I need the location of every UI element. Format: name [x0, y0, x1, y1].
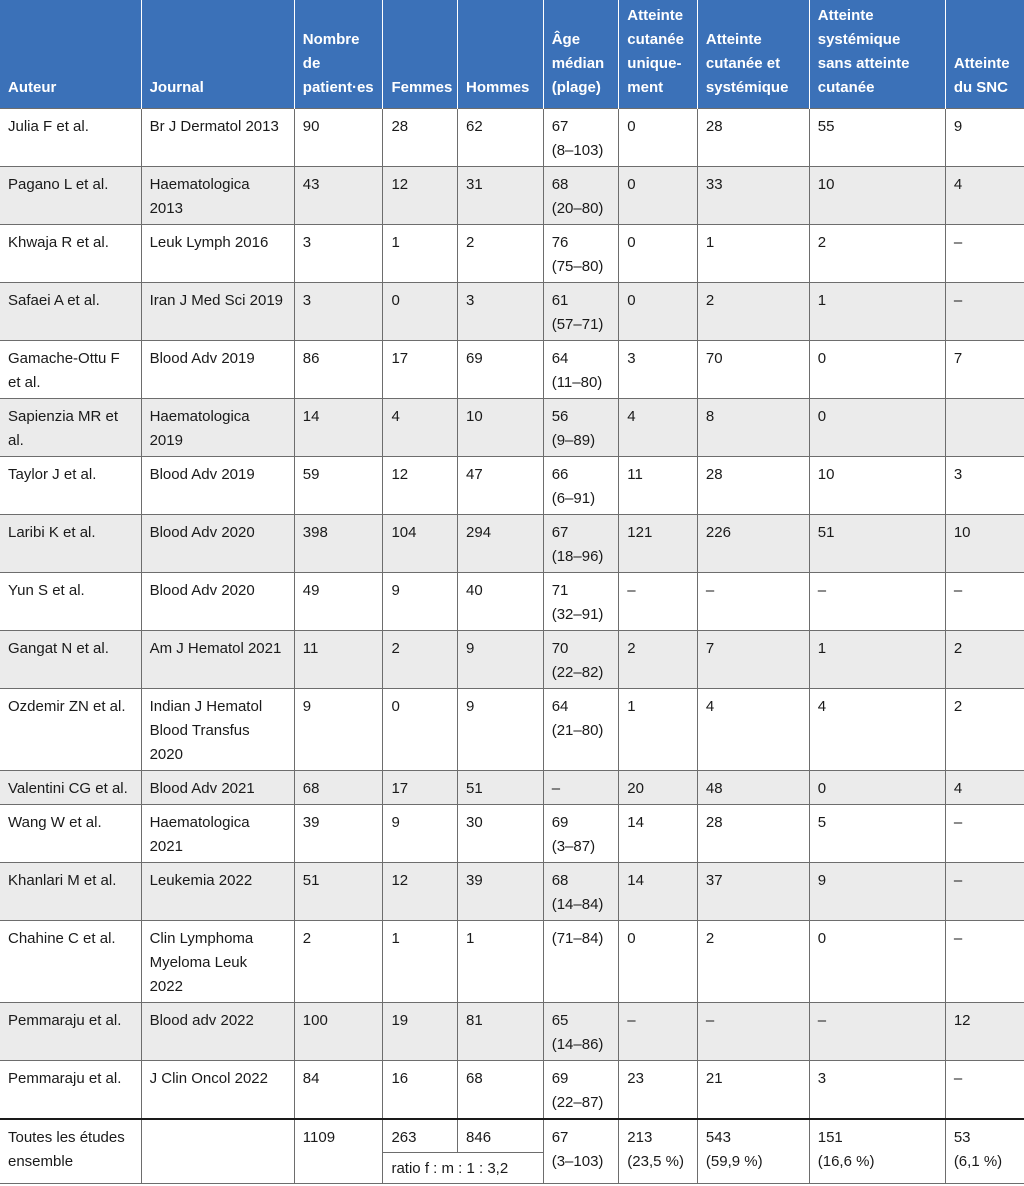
col-snc-cell: 2	[945, 689, 1024, 771]
col-age-header: Âge médian (plage)	[543, 0, 619, 109]
col-cutanee-systemique-cell: 21	[697, 1061, 809, 1120]
col-cutanee-systemique-cell: 33	[697, 167, 809, 225]
col-cutanee-systemique-cell: 226	[697, 515, 809, 573]
table-row	[0, 109, 1024, 167]
col-systemique-cell: 3	[809, 1061, 945, 1120]
col-femmes-cell: 0	[383, 283, 458, 341]
col-femmes-header: Femmes	[383, 0, 458, 109]
col-cutanee-systemique-cell: 28	[697, 109, 809, 167]
col-snc-cell: –	[945, 573, 1024, 631]
table-row	[0, 631, 1024, 689]
col-journal-cell: Blood adv 2022	[141, 1003, 294, 1061]
col-journal-cell: Br J Dermatol 2013	[141, 109, 294, 167]
col-age-cell: 69 (3–87)	[543, 805, 619, 863]
col-snc-cell: 3	[945, 457, 1024, 515]
col-cutanee-cell: –	[619, 1003, 698, 1061]
col-cutanee-cell: 1	[619, 689, 698, 771]
col-auteur-cell: Gangat N et al.	[0, 631, 141, 689]
col-cutanee-systemique-cell: 2	[697, 283, 809, 341]
col-auteur-cell: Yun S et al.	[0, 573, 141, 631]
col-systemique-cell: 0	[809, 341, 945, 399]
col-cutanee-cell: 3	[619, 341, 698, 399]
table-row	[0, 283, 1024, 341]
col-femmes-cell: 12	[383, 863, 458, 921]
col-snc-cell: 4	[945, 771, 1024, 805]
col-systemique-cell: –	[809, 1003, 945, 1061]
col-systemique-cell: 9	[809, 863, 945, 921]
col-cutanee-systemique-cell: 28	[697, 457, 809, 515]
col-femmes-cell: 28	[383, 109, 458, 167]
col-femmes-cell: 1	[383, 225, 458, 283]
col-journal-cell: Haematologica 2013	[141, 167, 294, 225]
col-hommes-cell: 39	[458, 863, 544, 921]
col-snc-cell: –	[945, 863, 1024, 921]
col-snc-header: Atteinte du SNC	[945, 0, 1024, 109]
table-row	[0, 771, 1024, 805]
col-auteur-cell: Valentini CG et al.	[0, 771, 141, 805]
col-snc-cell: –	[945, 1061, 1024, 1120]
col-journal-cell: Haematologica 2019	[141, 399, 294, 457]
col-femmes-cell: 9	[383, 805, 458, 863]
col-auteur-cell: Ozdemir ZN et al.	[0, 689, 141, 771]
col-age-cell: 61 (57–71)	[543, 283, 619, 341]
col-age-cell: 66 (6–91)	[543, 457, 619, 515]
col-hommes-cell: 294	[458, 515, 544, 573]
col-patients-cell: 86	[294, 341, 383, 399]
col-age-cell: 70 (22–82)	[543, 631, 619, 689]
col-patients-cell: 43	[294, 167, 383, 225]
col-auteur-cell: Julia F et al.	[0, 109, 141, 167]
col-auteur-cell: Gamache-Ottu F et al.	[0, 341, 141, 399]
col-age-cell: (71–84)	[543, 921, 619, 1003]
col-systemique-cell: 10	[809, 457, 945, 515]
col-cutanee-cell: 14	[619, 805, 698, 863]
totals-label: Toutes les études ensemble	[0, 1119, 141, 1184]
col-age-cell: 68 (20–80)	[543, 167, 619, 225]
col-journal-cell: Blood Adv 2019	[141, 457, 294, 515]
col-journal-cell: Blood Adv 2020	[141, 515, 294, 573]
col-cutanee-systemique-cell: 1	[697, 225, 809, 283]
col-cutanee-cell: –	[619, 573, 698, 631]
col-cutanee-systemique-cell: 4	[697, 689, 809, 771]
col-systemique-cell: –	[809, 573, 945, 631]
totals-snc: 53 (6,1 %)	[945, 1119, 1024, 1184]
col-hommes-cell: 3	[458, 283, 544, 341]
col-auteur-cell: Laribi K et al.	[0, 515, 141, 573]
col-auteur-cell: Taylor J et al.	[0, 457, 141, 515]
col-auteur-cell: Pemmaraju et al.	[0, 1061, 141, 1120]
table-row	[0, 805, 1024, 863]
col-systemique-cell: 2	[809, 225, 945, 283]
col-femmes-cell: 17	[383, 341, 458, 399]
col-systemique-header: Atteinte systémique sans atteinte cutanée	[809, 0, 945, 109]
col-hommes-cell: 1	[458, 921, 544, 1003]
col-patients-cell: 68	[294, 771, 383, 805]
col-patients-cell: 2	[294, 921, 383, 1003]
col-femmes-cell: 4	[383, 399, 458, 457]
col-patients-cell: 3	[294, 283, 383, 341]
col-auteur-cell: Chahine C et al.	[0, 921, 141, 1003]
totals-cutanee: 213 (23,5 %)	[619, 1119, 698, 1184]
col-hommes-cell: 30	[458, 805, 544, 863]
col-hommes-cell: 51	[458, 771, 544, 805]
col-cutanee-cell: 0	[619, 109, 698, 167]
col-patients-cell: 51	[294, 863, 383, 921]
col-hommes-cell: 62	[458, 109, 544, 167]
col-auteur-header: Auteur	[0, 0, 141, 109]
col-cutanee-cell: 11	[619, 457, 698, 515]
col-cutanee-cell: 121	[619, 515, 698, 573]
col-cutanee-cell: 20	[619, 771, 698, 805]
table-row	[0, 573, 1024, 631]
col-auteur-cell: Safaei A et al.	[0, 283, 141, 341]
table-row	[0, 399, 1024, 457]
col-femmes-cell: 19	[383, 1003, 458, 1061]
col-systemique-cell: 4	[809, 689, 945, 771]
table-header	[0, 0, 1024, 109]
col-journal-cell: Leuk Lymph 2016	[141, 225, 294, 283]
col-cutanee-systemique-cell: 70	[697, 341, 809, 399]
col-journal-cell: Iran J Med Sci 2019	[141, 283, 294, 341]
col-systemique-cell: 10	[809, 167, 945, 225]
col-cutanee-systemique-header: Atteinte cutanée et systémique	[697, 0, 809, 109]
col-systemique-cell: 1	[809, 283, 945, 341]
col-patients-cell: 90	[294, 109, 383, 167]
col-age-cell: 67 (8–103)	[543, 109, 619, 167]
col-cutanee-cell: 14	[619, 863, 698, 921]
col-patients-header: Nombre de patient·es	[294, 0, 383, 109]
col-cutanee-header: Atteinte cutanée unique- ment	[619, 0, 698, 109]
col-journal-cell: Clin Lymphoma Myeloma Leuk 2022	[141, 921, 294, 1003]
col-patients-cell: 49	[294, 573, 383, 631]
col-journal-cell: Blood Adv 2021	[141, 771, 294, 805]
col-age-cell: 69 (22–87)	[543, 1061, 619, 1120]
col-auteur-cell: Khanlari M et al.	[0, 863, 141, 921]
col-femmes-cell: 104	[383, 515, 458, 573]
col-patients-cell: 14	[294, 399, 383, 457]
col-femmes-cell: 12	[383, 167, 458, 225]
col-snc-cell: 2	[945, 631, 1024, 689]
col-cutanee-systemique-cell: 37	[697, 863, 809, 921]
col-systemique-cell: 0	[809, 771, 945, 805]
col-systemique-cell: 5	[809, 805, 945, 863]
col-femmes-cell: 9	[383, 573, 458, 631]
col-journal-header: Journal	[141, 0, 294, 109]
col-age-cell: 68 (14–84)	[543, 863, 619, 921]
col-cutanee-systemique-cell: 8	[697, 399, 809, 457]
col-snc-cell: 7	[945, 341, 1024, 399]
col-hommes-cell: 10	[458, 399, 544, 457]
col-femmes-cell: 16	[383, 1061, 458, 1120]
col-cutanee-systemique-cell: 48	[697, 771, 809, 805]
col-snc-cell: 12	[945, 1003, 1024, 1061]
col-patients-cell: 84	[294, 1061, 383, 1120]
col-systemique-cell: 1	[809, 631, 945, 689]
col-femmes-cell: 1	[383, 921, 458, 1003]
col-age-cell: 67 (18–96)	[543, 515, 619, 573]
table-row	[0, 1061, 1024, 1120]
table-row	[0, 225, 1024, 283]
col-cutanee-systemique-cell: 7	[697, 631, 809, 689]
col-hommes-cell: 9	[458, 631, 544, 689]
table-row	[0, 515, 1024, 573]
col-patients-cell: 3	[294, 225, 383, 283]
col-hommes-cell: 9	[458, 689, 544, 771]
col-patients-cell: 9	[294, 689, 383, 771]
sex-ratio: ratio f : m : 1 : 3,2	[383, 1153, 543, 1184]
col-auteur-cell: Wang W et al.	[0, 805, 141, 863]
totals-patients: 1109	[294, 1119, 383, 1184]
totals-femmes: 263	[383, 1119, 458, 1153]
col-systemique-cell: 0	[809, 921, 945, 1003]
col-cutanee-cell: 0	[619, 921, 698, 1003]
col-cutanee-cell: 2	[619, 631, 698, 689]
col-age-cell: 56 (9–89)	[543, 399, 619, 457]
col-patients-cell: 11	[294, 631, 383, 689]
col-hommes-cell: 68	[458, 1061, 544, 1120]
table-row	[0, 167, 1024, 225]
col-cutanee-systemique-cell: –	[697, 573, 809, 631]
col-journal-cell: Blood Adv 2019	[141, 341, 294, 399]
col-age-cell: 71 (32–91)	[543, 573, 619, 631]
table-footer-totals	[0, 1119, 1024, 1184]
col-systemique-cell: 55	[809, 109, 945, 167]
col-journal-cell: Blood Adv 2020	[141, 573, 294, 631]
col-age-cell: –	[543, 771, 619, 805]
col-hommes-cell: 2	[458, 225, 544, 283]
table-row	[0, 921, 1024, 1003]
col-hommes-cell: 81	[458, 1003, 544, 1061]
col-snc-cell: –	[945, 283, 1024, 341]
col-snc-cell: –	[945, 225, 1024, 283]
col-hommes-cell: 47	[458, 457, 544, 515]
totals-hommes: 846	[458, 1119, 544, 1153]
col-snc-cell: –	[945, 921, 1024, 1003]
totals-cutanee-systemique: 543 (59,9 %)	[697, 1119, 809, 1184]
table-row	[0, 689, 1024, 771]
table-row	[0, 457, 1024, 515]
col-age-cell: 65 (14–86)	[543, 1003, 619, 1061]
table-row	[0, 863, 1024, 921]
col-systemique-cell: 51	[809, 515, 945, 573]
col-age-cell: 64 (11–80)	[543, 341, 619, 399]
totals-systemique: 151 (16,6 %)	[809, 1119, 945, 1184]
col-patients-cell: 59	[294, 457, 383, 515]
col-patients-cell: 398	[294, 515, 383, 573]
col-journal-cell: Indian J Hematol Blood Transfus 2020	[141, 689, 294, 771]
col-snc-cell	[945, 399, 1024, 457]
table-row	[0, 341, 1024, 399]
col-snc-cell: –	[945, 805, 1024, 863]
col-patients-cell: 100	[294, 1003, 383, 1061]
col-age-cell: 76 (75–80)	[543, 225, 619, 283]
col-femmes-cell: 2	[383, 631, 458, 689]
col-journal-cell: Leukemia 2022	[141, 863, 294, 921]
col-hommes-cell: 40	[458, 573, 544, 631]
col-auteur-cell: Khwaja R et al.	[0, 225, 141, 283]
col-systemique-cell: 0	[809, 399, 945, 457]
col-snc-cell: 9	[945, 109, 1024, 167]
col-cutanee-cell: 0	[619, 283, 698, 341]
col-femmes-cell: 17	[383, 771, 458, 805]
table-body	[0, 109, 1024, 1120]
col-hommes-cell: 31	[458, 167, 544, 225]
col-cutanee-systemique-cell: 28	[697, 805, 809, 863]
col-patients-cell: 39	[294, 805, 383, 863]
col-snc-cell: 4	[945, 167, 1024, 225]
col-journal-cell: Haematologica 2021	[141, 805, 294, 863]
col-age-cell: 64 (21–80)	[543, 689, 619, 771]
col-hommes-cell: 69	[458, 341, 544, 399]
col-auteur-cell: Pemmaraju et al.	[0, 1003, 141, 1061]
col-cutanee-cell: 0	[619, 225, 698, 283]
col-cutanee-cell: 0	[619, 167, 698, 225]
col-femmes-cell: 0	[383, 689, 458, 771]
col-femmes-cell: 12	[383, 457, 458, 515]
col-cutanee-systemique-cell: –	[697, 1003, 809, 1061]
col-auteur-cell: Sapienzia MR et al.	[0, 399, 141, 457]
totals-journal	[141, 1119, 294, 1184]
totals-age: 67 (3–103)	[543, 1119, 619, 1184]
col-cutanee-cell: 4	[619, 399, 698, 457]
col-journal-cell: J Clin Oncol 2022	[141, 1061, 294, 1120]
table-row	[0, 1003, 1024, 1061]
col-cutanee-systemique-cell: 2	[697, 921, 809, 1003]
col-hommes-header: Hommes	[458, 0, 544, 109]
col-snc-cell: 10	[945, 515, 1024, 573]
col-cutanee-cell: 23	[619, 1061, 698, 1120]
totals-row	[0, 1119, 1024, 1153]
col-journal-cell: Am J Hematol 2021	[141, 631, 294, 689]
col-auteur-cell: Pagano L et al.	[0, 167, 141, 225]
